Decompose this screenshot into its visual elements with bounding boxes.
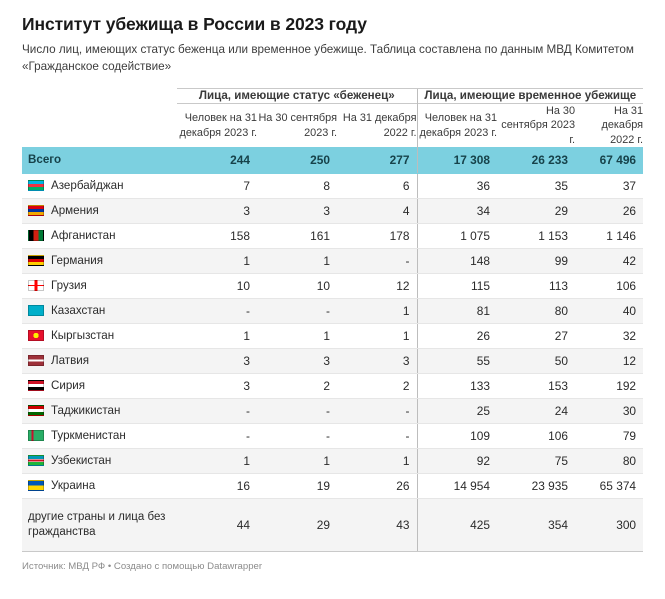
value-cell: - <box>337 423 417 448</box>
table-row <box>22 323 643 348</box>
flag-icon-af <box>28 230 44 241</box>
column-header-refugee-2022-12-31: На 31 декабря 2022 г. <box>337 104 417 147</box>
value-cell: 3 <box>337 348 417 373</box>
column-header-refugee-2023-12-31: Человек на 31 декабря 2023 г. <box>177 104 257 147</box>
value-cell: 109 <box>417 423 497 448</box>
row-label-wrap <box>28 479 177 493</box>
value-cell: 26 <box>575 198 643 223</box>
flag-icon-uz <box>28 455 44 466</box>
value-cell: 32 <box>575 323 643 348</box>
country-name: Украина <box>51 478 96 492</box>
country-name: Таджикистан <box>51 403 121 417</box>
page-title: Институт убежища в России в 2023 году <box>22 14 367 34</box>
value-cell: 178 <box>337 223 417 248</box>
country-name: Германия <box>51 253 103 267</box>
table-row <box>22 223 643 248</box>
value-cell: 1 <box>177 448 257 473</box>
value-cell: 30 <box>575 398 643 423</box>
value-cell: 26 <box>337 473 417 498</box>
value-cell: 65 374 <box>575 473 643 498</box>
group-header-blank <box>22 88 177 103</box>
table-row <box>22 248 643 273</box>
value-cell: 40 <box>575 298 643 323</box>
row-label-wrap <box>28 454 177 468</box>
value-cell: 79 <box>575 423 643 448</box>
value-cell: 1 <box>177 248 257 273</box>
country-name: Кыргызстан <box>51 328 115 342</box>
flag-icon-sy <box>28 380 44 391</box>
row-label-cell <box>22 173 177 198</box>
value-cell: 1 <box>257 248 337 273</box>
table-row <box>22 298 643 323</box>
value-cell: 23 935 <box>497 473 575 498</box>
value-cell: 75 <box>497 448 575 473</box>
table-row <box>22 448 643 473</box>
row-label-cell <box>22 498 177 551</box>
value-cell: 67 496 <box>575 147 643 174</box>
table-row <box>22 473 643 498</box>
row-label-wrap <box>28 354 177 368</box>
value-cell: 80 <box>575 448 643 473</box>
table-row <box>22 373 643 398</box>
row-label-wrap <box>28 229 177 243</box>
value-cell: 12 <box>575 348 643 373</box>
value-cell: - <box>337 248 417 273</box>
row-label-wrap <box>28 510 177 539</box>
country-name: Афганистан <box>51 228 116 242</box>
value-cell: 161 <box>257 223 337 248</box>
row-label-wrap <box>28 254 177 268</box>
flag-icon-az <box>28 180 44 191</box>
value-cell: 1 <box>257 448 337 473</box>
page-subtitle: Число лиц, имеющих статус беженца или временное убежище. Таблица составлена по данным МВД Комитетом «Гражданское содействие» <box>22 42 634 73</box>
value-cell: 106 <box>497 423 575 448</box>
value-cell: 16 <box>177 473 257 498</box>
value-cell: 14 954 <box>417 473 497 498</box>
value-cell: 2 <box>337 373 417 398</box>
table-row <box>22 198 643 223</box>
value-cell: 36 <box>417 173 497 198</box>
asylum-table <box>22 88 643 552</box>
value-cell: - <box>177 298 257 323</box>
row-label-cell <box>22 198 177 223</box>
country-name: другие страны и лица без гражданства <box>28 511 166 538</box>
table-body <box>22 147 643 552</box>
value-cell: 3 <box>257 198 337 223</box>
value-cell: 6 <box>337 173 417 198</box>
value-cell: 300 <box>575 498 643 551</box>
row-label-cell <box>22 248 177 273</box>
column-header-asylum-2023-09-30: На 30 сентября 2023 г. <box>497 104 575 147</box>
value-cell: 7 <box>177 173 257 198</box>
value-cell: 4 <box>337 198 417 223</box>
value-cell: 8 <box>257 173 337 198</box>
value-cell: 24 <box>497 398 575 423</box>
value-cell: - <box>257 298 337 323</box>
value-cell: 37 <box>575 173 643 198</box>
table-row <box>22 173 643 198</box>
value-cell: 1 <box>337 323 417 348</box>
row-label-wrap <box>28 304 177 318</box>
table-group-header-row <box>22 88 643 103</box>
row-label-wrap <box>28 179 177 193</box>
value-cell: 25 <box>417 398 497 423</box>
value-cell: - <box>177 398 257 423</box>
value-cell: 153 <box>497 373 575 398</box>
value-cell: 3 <box>177 373 257 398</box>
value-cell: 81 <box>417 298 497 323</box>
value-cell: 1 153 <box>497 223 575 248</box>
table-row <box>22 398 643 423</box>
value-cell: 1 146 <box>575 223 643 248</box>
row-label-wrap <box>28 379 177 393</box>
row-label-wrap <box>28 153 177 167</box>
flag-icon-lv <box>28 355 44 366</box>
value-cell: 19 <box>257 473 337 498</box>
value-cell: 425 <box>417 498 497 551</box>
row-label-cell <box>22 298 177 323</box>
column-header-country <box>22 104 177 147</box>
value-cell: 29 <box>257 498 337 551</box>
flag-icon-kz <box>28 305 44 316</box>
flag-icon-tj <box>28 405 44 416</box>
value-cell: 42 <box>575 248 643 273</box>
value-cell: 27 <box>497 323 575 348</box>
country-name: Туркменистан <box>51 428 126 442</box>
value-cell: 92 <box>417 448 497 473</box>
value-cell: 148 <box>417 248 497 273</box>
value-cell: 99 <box>497 248 575 273</box>
column-header-refugee-2023-09-30: На 30 сентября 2023 г. <box>257 104 337 147</box>
value-cell: 10 <box>257 273 337 298</box>
value-cell: 133 <box>417 373 497 398</box>
value-cell: 50 <box>497 348 575 373</box>
column-header-asylum-2022-12-31: На 31 декабря 2022 г. <box>575 104 643 147</box>
value-cell: 3 <box>177 198 257 223</box>
table-row <box>22 147 643 174</box>
value-cell: 192 <box>575 373 643 398</box>
row-label-cell <box>22 273 177 298</box>
group-header-refugee: Лица, имеющие статус «беженец» <box>177 88 417 103</box>
value-cell: 1 075 <box>417 223 497 248</box>
group-header-temporary-asylum: Лица, имеющие временное убежище <box>417 88 643 103</box>
flag-icon-am <box>28 205 44 216</box>
value-cell: - <box>177 423 257 448</box>
flag-icon-de <box>28 255 44 266</box>
country-name: Латвия <box>51 353 90 367</box>
value-cell: - <box>337 398 417 423</box>
value-cell: 80 <box>497 298 575 323</box>
value-cell: 250 <box>257 147 337 174</box>
country-name: Казахстан <box>51 303 106 317</box>
value-cell: 2 <box>257 373 337 398</box>
value-cell: 17 308 <box>417 147 497 174</box>
row-label-cell <box>22 398 177 423</box>
flag-icon-kg <box>28 330 44 341</box>
value-cell: 1 <box>177 323 257 348</box>
row-label-cell <box>22 323 177 348</box>
table-row <box>22 498 643 551</box>
value-cell: 34 <box>417 198 497 223</box>
value-cell: 277 <box>337 147 417 174</box>
row-label-wrap <box>28 329 177 343</box>
value-cell: 354 <box>497 498 575 551</box>
value-cell: 1 <box>337 298 417 323</box>
value-cell: 35 <box>497 173 575 198</box>
row-label-wrap <box>28 279 177 293</box>
row-label-cell <box>22 223 177 248</box>
row-label-cell <box>22 147 177 174</box>
value-cell: 26 <box>417 323 497 348</box>
flag-icon-ge <box>28 280 44 291</box>
row-label-wrap <box>28 204 177 218</box>
value-cell: - <box>257 423 337 448</box>
country-name: Сирия <box>51 378 86 392</box>
value-cell: 1 <box>257 323 337 348</box>
row-label-cell <box>22 348 177 373</box>
value-cell: 244 <box>177 147 257 174</box>
row-label-cell <box>22 373 177 398</box>
table-row <box>22 423 643 448</box>
country-name: Армения <box>51 203 99 217</box>
value-cell: 1 <box>337 448 417 473</box>
country-name: Грузия <box>51 278 87 292</box>
table-row <box>22 348 643 373</box>
flag-icon-tm <box>28 430 44 441</box>
row-label-cell <box>22 423 177 448</box>
value-cell: 43 <box>337 498 417 551</box>
value-cell: 3 <box>177 348 257 373</box>
value-cell: 55 <box>417 348 497 373</box>
flag-icon-ua <box>28 480 44 491</box>
value-cell: 12 <box>337 273 417 298</box>
country-name: Узбекистан <box>51 453 112 467</box>
value-cell: 44 <box>177 498 257 551</box>
value-cell: 158 <box>177 223 257 248</box>
value-cell: - <box>257 398 337 423</box>
table-row <box>22 273 643 298</box>
column-header-asylum-2023-12-31: Человек на 31 декабря 2023 г. <box>417 104 497 147</box>
row-label-cell <box>22 448 177 473</box>
value-cell: 115 <box>417 273 497 298</box>
row-label-wrap <box>28 404 177 418</box>
value-cell: 3 <box>257 348 337 373</box>
table-column-header-row <box>22 104 643 147</box>
row-label-wrap <box>28 429 177 443</box>
value-cell: 10 <box>177 273 257 298</box>
source-note: Источник: МВД РФ • Создано с помощью Datawrapper <box>22 560 263 572</box>
value-cell: 26 233 <box>497 147 575 174</box>
value-cell: 29 <box>497 198 575 223</box>
value-cell: 106 <box>575 273 643 298</box>
row-label-cell <box>22 473 177 498</box>
country-name: Азербайджан <box>51 178 124 192</box>
country-name: Всего <box>28 152 62 166</box>
value-cell: 113 <box>497 273 575 298</box>
